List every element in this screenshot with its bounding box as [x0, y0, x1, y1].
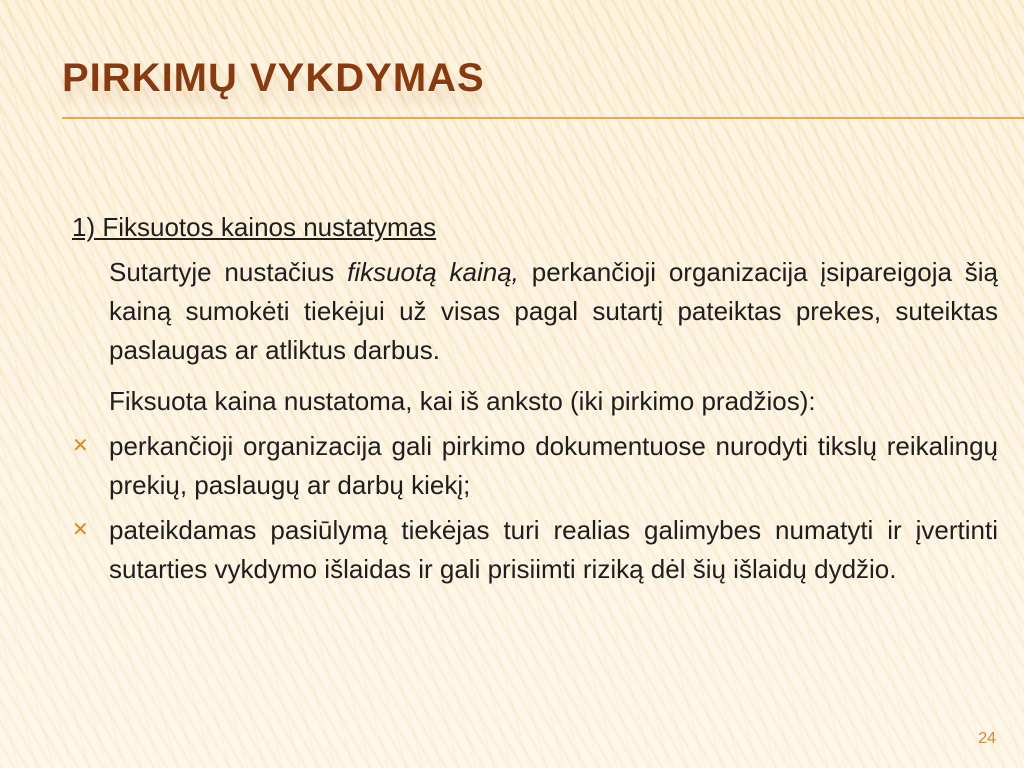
title-divider: [62, 117, 1024, 119]
condition-paragraph: Fiksuota kaina nustatoma, kai iš anksto (iki pirkimo pradžios):: [109, 386, 816, 416]
x-bullet-icon: ✕: [72, 435, 89, 457]
bullet-text: perkančioji organizacija gali pirkimo dokumentuose nurodyti tikslų reikalingų prekių, paslaugų ar darbų kiekį;: [109, 431, 998, 500]
page-number: 24: [978, 730, 996, 747]
intro-paragraph: [109, 253, 998, 370]
slide-content: [72, 208, 998, 589]
bullet-item: [72, 511, 998, 589]
intro-text-end: perkančioji organizacija įsipareigoja šią kainą sumokėti tiekėjui už visas pagal sutartį pateiktas prekes, suteiktas paslaugas ar atliktus darbus.: [109, 257, 998, 365]
bullet-text: pateikdamas pasiūlymą tiekėjas turi realias galimybes numatyti ir įvertinti sutarties vykdymo išlaidas ir gali prisiimti riziką dėl šių išlaidų dydžio.: [109, 515, 998, 584]
intro-text-emphasis: fiksuotą kainą,: [347, 257, 519, 287]
intro-text-start: Sutartyje nustačius: [109, 257, 348, 287]
bullet-list: [72, 427, 998, 589]
x-bullet-icon: ✕: [72, 519, 89, 541]
slide-title: PIRKIMŲ VYKDYMAS: [62, 56, 485, 100]
bullet-item: [72, 427, 998, 505]
section-heading: 1) Fiksuotos kainos nustatymas: [72, 212, 437, 242]
